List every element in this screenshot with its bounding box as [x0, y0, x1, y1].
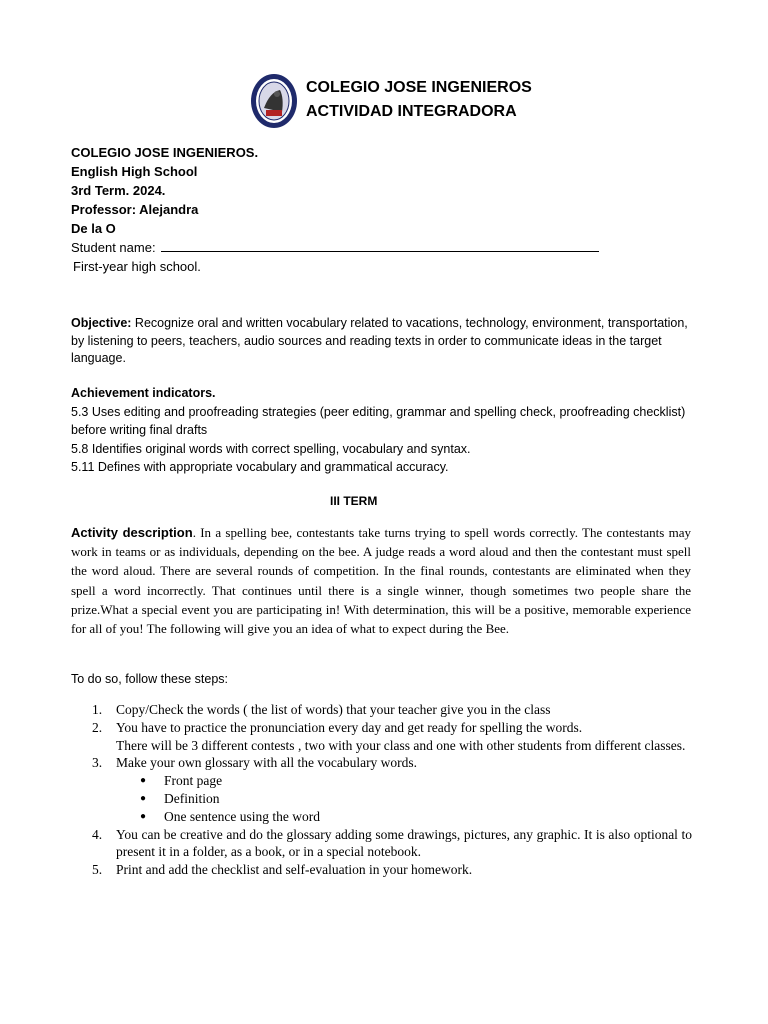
school-name: COLEGIO JOSE INGENIEROS. [71, 145, 259, 160]
step-number: 1. [92, 702, 103, 717]
bullet-item [140, 772, 692, 790]
list-item [92, 754, 692, 772]
step-text-group [116, 719, 692, 755]
term-year: 3rd Term. 2024. [71, 183, 166, 198]
student-name-label: Student name: [71, 240, 160, 255]
achievement-indicators [71, 384, 701, 477]
list-item [92, 826, 692, 862]
bullet-text: One sentence using the word [164, 808, 320, 824]
objective-text: Recognize oral and written vocabulary related to vacations, technology, environment, transportation, by listening to peers, teachers, audio sources and reading texts in order to communicate ideas in the target language. [71, 316, 688, 365]
activity-description [71, 523, 691, 638]
steps-list [92, 701, 692, 879]
activity-label: Activity description [71, 525, 193, 540]
school-crest-icon [250, 72, 298, 130]
list-item [92, 701, 692, 719]
step-number: 3. [92, 755, 103, 771]
achievement-title: Achievement indicators. [71, 386, 216, 400]
course-info [71, 143, 599, 257]
step-text: You can be creative and do the glossary adding some drawings, pictures, any graphic. It is also optional to present it in a folder, as a book, or in a special notebook. [116, 826, 692, 860]
professor-name: Professor: Alejandra [71, 202, 199, 217]
bullet-text: Front page [164, 773, 223, 789]
activity-text: . In a spelling bee, contestants take turns trying to spell words correctly. The contestants may work in teams or as individuals, depending on the bee. A judge reads a word aloud and then the contestant must spell the word aloud. There are several rounds of competition. In the final rounds, contestants are eliminated when they spell a word incorrectly. That continues until there is a single winner, though sometimes two people share the prize.What a special event you are participating in! With determination, this will be a positive, memorable experience for all of you! The following will give you an idea of what to expect during the Bee. [71, 525, 691, 637]
step-text: Copy/Check the words ( the list of words) that your teacher give you in the class [116, 702, 551, 717]
student-name-row [71, 238, 599, 257]
objective-label: Objective: [71, 316, 132, 330]
step-text: You have to practice the pronunciation every day and get ready for spelling the words. [116, 719, 583, 735]
bullet-item [140, 790, 692, 808]
step-number: 2. [92, 719, 103, 735]
list-item [92, 719, 692, 755]
step-text: Print and add the checklist and self-evaluation in your homework. [116, 862, 473, 878]
step-extra-text: There will be 3 different contests , two with your class and one with other students from different classes. [116, 737, 686, 753]
step-number: 5. [92, 862, 103, 878]
bullet-item [140, 808, 692, 826]
professor-name-cont: De la O [71, 221, 116, 236]
title-line-2: ACTIVIDAD INTEGRADORA [306, 103, 517, 120]
program-name: English High School [71, 164, 198, 179]
bullet-icon: ● [140, 810, 147, 822]
term-heading: III TERM [330, 494, 378, 508]
bullet-text: Definition [164, 790, 220, 806]
achievement-item: 5.11 Defines with appropriate vocabulary and grammatical accuracy. [71, 460, 449, 474]
bullet-icon: ● [140, 775, 147, 787]
document-title [306, 76, 532, 124]
title-line-1: COLEGIO JOSE INGENIEROS [306, 79, 532, 96]
student-name-blank[interactable] [161, 239, 599, 252]
steps-intro: To do so, follow these steps: [71, 672, 229, 686]
grade-level: First-year high school. [73, 259, 201, 274]
list-item [92, 861, 692, 879]
step-text: Make your own glossary with all the vocabulary words. [116, 755, 418, 771]
glossary-bullets [140, 772, 692, 825]
objective-paragraph [71, 315, 699, 368]
step-number: 4. [92, 826, 103, 842]
achievement-item: 5.8 Identifies original words with correct spelling, vocabulary and syntax. [71, 441, 471, 456]
bullet-icon: ● [140, 792, 147, 804]
achievement-item: 5.3 Uses editing and proofreading strategies (peer editing, grammar and spelling check, proofreading checklist) before writing final drafts [71, 404, 686, 437]
